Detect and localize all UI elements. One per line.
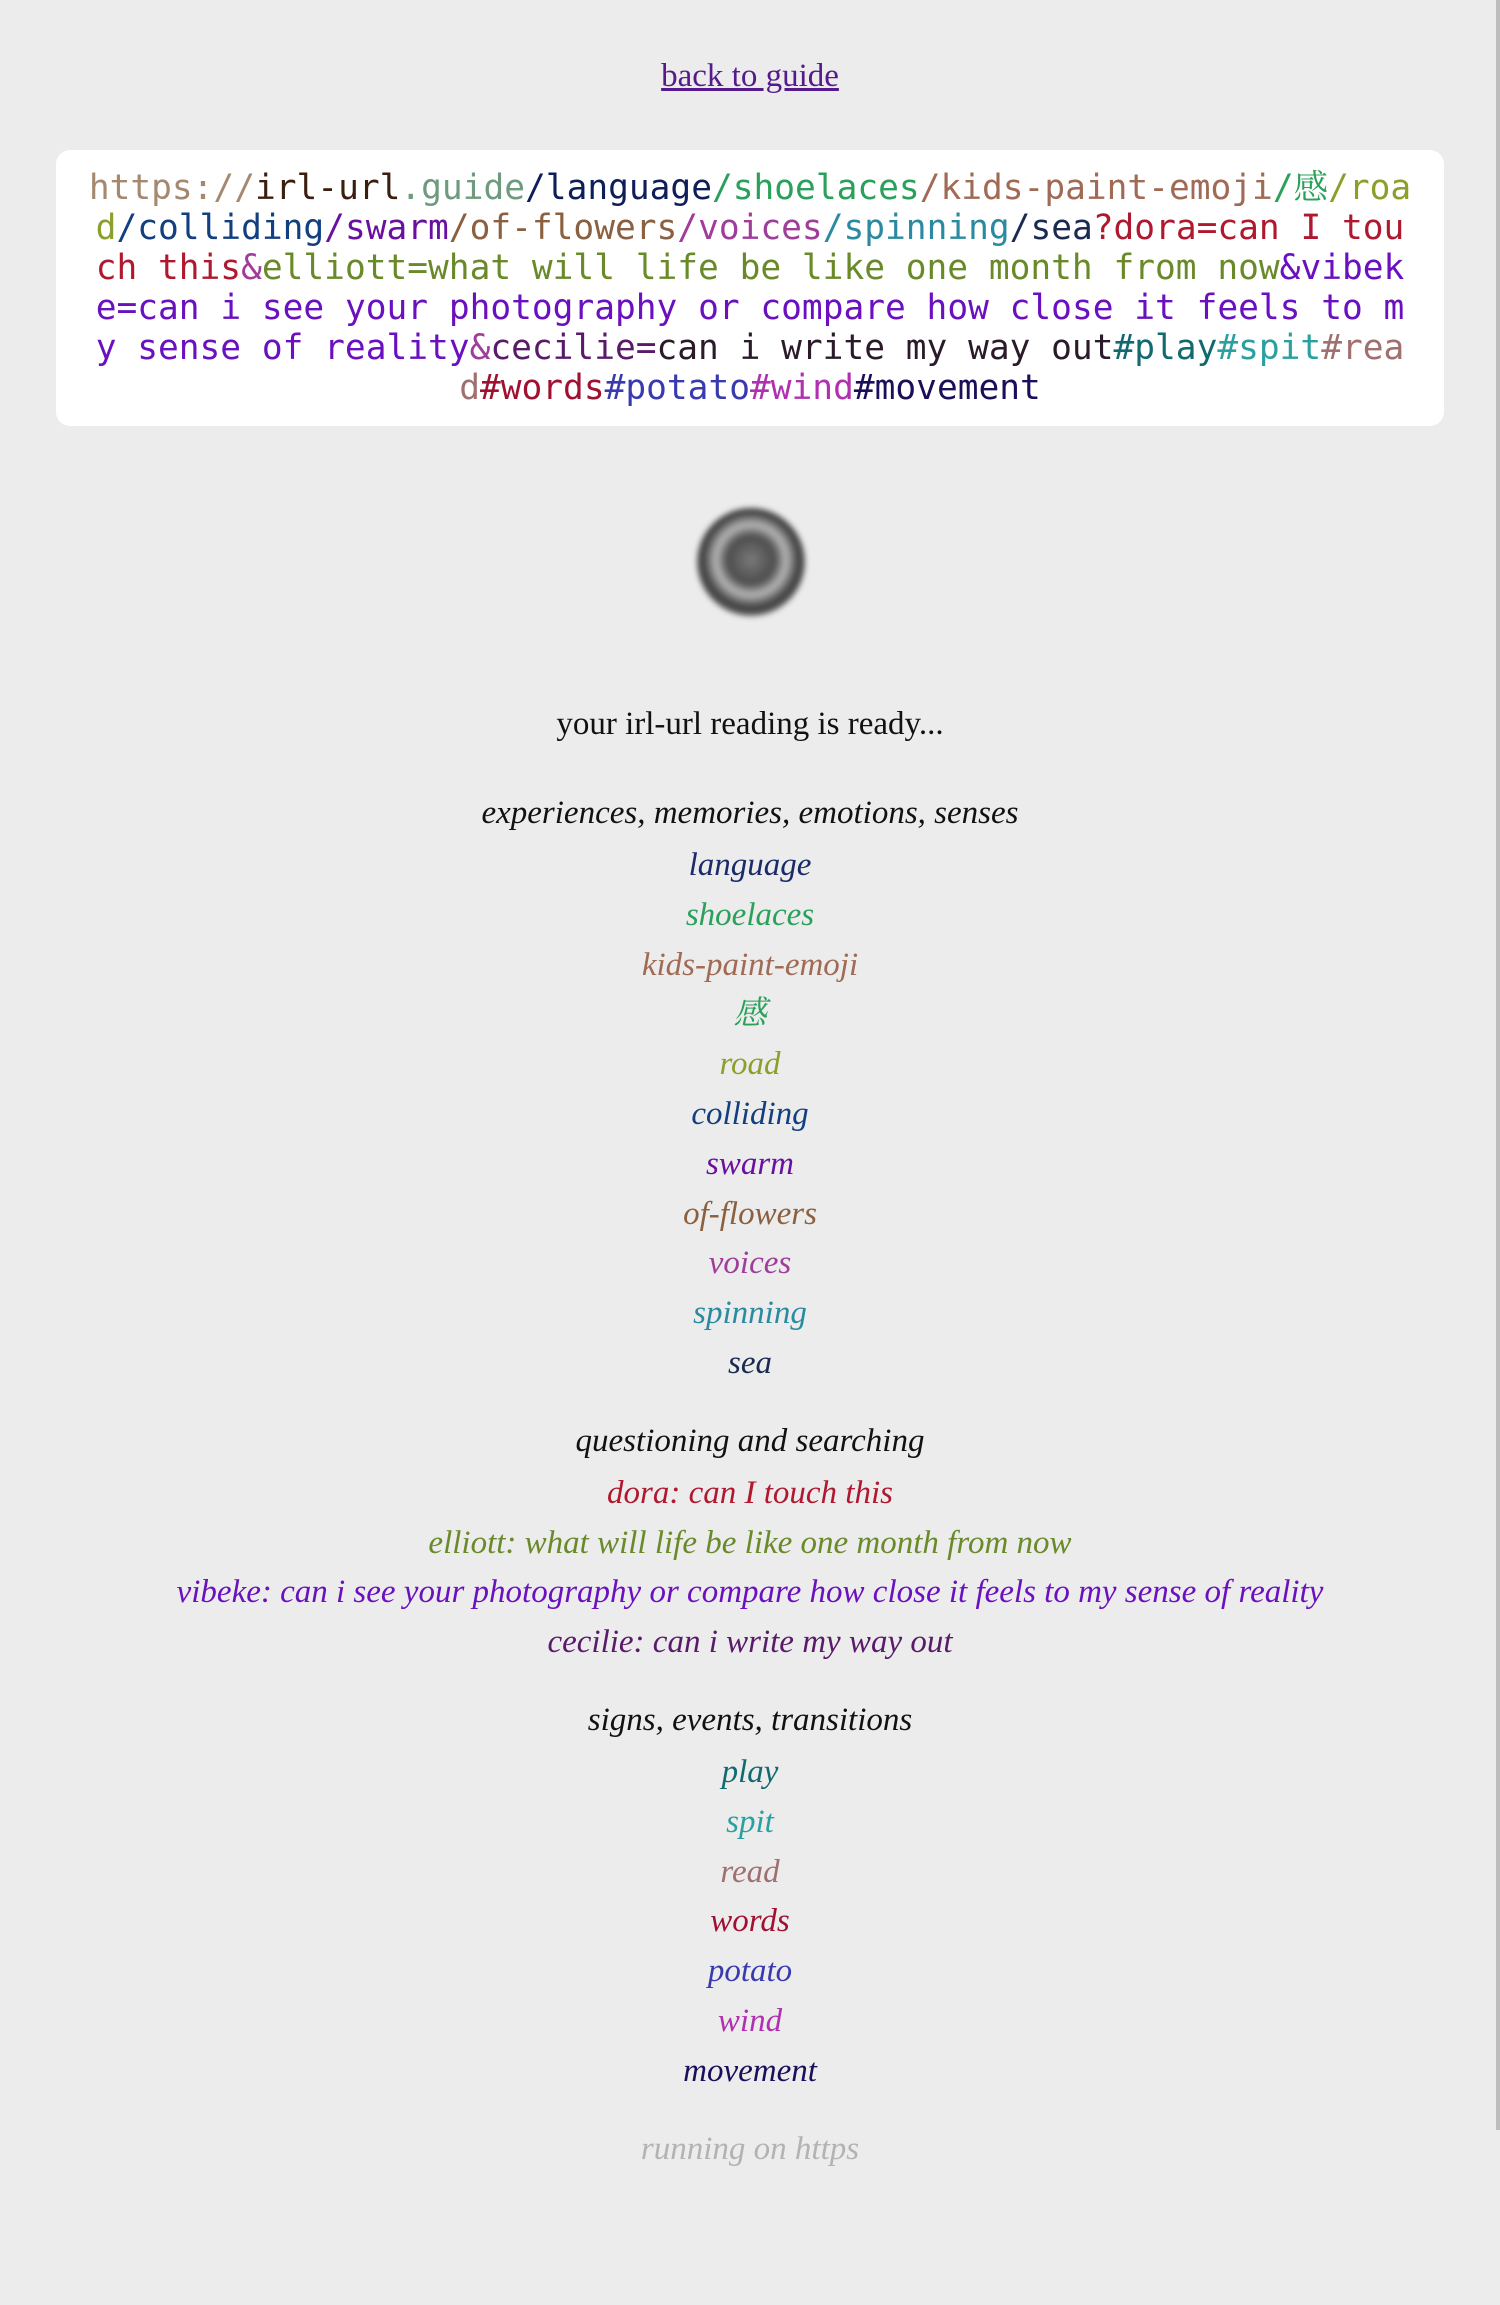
url-segment: kids-paint-emoji — [940, 168, 1273, 208]
avatar-image — [697, 508, 805, 616]
url-segment: #play — [1113, 328, 1218, 368]
url-segment: vibeke=can i see your photography or compare how close it feels to my sense of reality — [95, 248, 1405, 368]
section-title: questioning and searching — [575, 1422, 925, 1459]
reading-section — [0, 1417, 1500, 1668]
url-segment: / — [1009, 208, 1031, 248]
reading-item: language — [688, 847, 812, 883]
url-segment: language — [545, 168, 712, 208]
url-segment: & — [241, 248, 262, 288]
url-segment: #wind — [750, 368, 854, 408]
reading-section — [0, 1696, 1500, 2097]
url-segment: #words — [479, 368, 605, 408]
reading-item: 感 — [733, 996, 767, 1033]
reading-item: spit — [726, 1803, 774, 1840]
url-segment: / — [677, 208, 699, 248]
reading-item: voices — [708, 1245, 792, 1282]
url-segment: / — [1328, 168, 1349, 208]
url-segment: ? — [1092, 208, 1114, 248]
url-segment: shoelaces — [732, 168, 920, 208]
reading-item: road — [719, 1046, 781, 1083]
url-segment: / — [1272, 168, 1294, 208]
url-segment: https:// — [88, 168, 255, 208]
url-segment: spinning — [843, 208, 1010, 248]
reading-item: swarm — [705, 1145, 795, 1182]
url-segment: / — [116, 208, 138, 248]
reading-item: movement — [683, 2052, 817, 2089]
url-segment: of-flowers — [469, 208, 678, 248]
reading-sections — [0, 789, 1500, 2097]
url-segment: / — [919, 168, 941, 208]
reading-item: read — [720, 1853, 780, 1890]
reading-item: shoelaces — [685, 896, 815, 933]
url-segment: #movement — [853, 368, 1041, 408]
url-segment: .guide — [400, 168, 526, 208]
url-segment: sea — [1030, 208, 1093, 248]
url-display — [56, 150, 1444, 426]
url-segment: road — [95, 168, 1412, 248]
reading-item: wind — [717, 2002, 783, 2039]
url-segment: / — [711, 168, 733, 208]
url-segment: & — [1279, 248, 1301, 288]
url-segment: / — [822, 208, 844, 248]
reading-item: colliding — [691, 1095, 809, 1132]
url-segment: elliott=what will life be like one month from now — [261, 248, 1280, 288]
url-segment: colliding — [137, 208, 325, 248]
url-segment: can i write my way out — [656, 328, 1114, 368]
url-segment: / — [525, 168, 546, 208]
reading-item: cecilie: can i write my way out — [547, 1624, 953, 1661]
url-segment: cecilie= — [490, 328, 657, 368]
reading-item: of-flowers — [683, 1195, 817, 1232]
url-segment: irl-url — [254, 168, 401, 208]
section-title: experiences, memories, emotions, senses — [481, 795, 1019, 831]
url-segment: #spit — [1217, 328, 1322, 368]
reading-item: spinning — [693, 1295, 807, 1332]
url-segment: & — [469, 328, 491, 368]
ready-message: your irl-url reading is ready... — [556, 706, 944, 742]
reading-item: elliott: what will life be like one month from now — [428, 1524, 1072, 1561]
back-link-row — [0, 52, 1500, 100]
reading-item: play — [721, 1753, 779, 1790]
footer-note: running on https — [640, 2130, 860, 2167]
url-segment: swarm — [344, 208, 449, 248]
reading-item: potato — [707, 1953, 793, 1990]
reading-item: vibeke: can i see your photography or compare how close it feels to my sense of reality — [176, 1574, 1324, 1611]
url-segment: / — [448, 208, 470, 248]
url-segment: #read — [459, 328, 1405, 408]
reading-section — [0, 789, 1500, 1389]
url-segment: dora=can I touch this — [95, 208, 1405, 288]
reading-item: kids-paint-emoji — [641, 946, 859, 983]
section-title: signs, events, transitions — [587, 1701, 913, 1738]
reading-item: dora: can I touch this — [607, 1474, 893, 1511]
reading-item: words — [710, 1903, 790, 1940]
back-to-guide-link[interactable]: back to guide — [661, 58, 839, 94]
url-segment: 感 — [1293, 168, 1329, 208]
url-segment: / — [324, 208, 345, 248]
reading-item: sea — [728, 1344, 772, 1381]
url-segment: voices — [698, 208, 823, 248]
reading-results — [0, 700, 1500, 2173]
url-segment: #potato — [604, 368, 750, 408]
